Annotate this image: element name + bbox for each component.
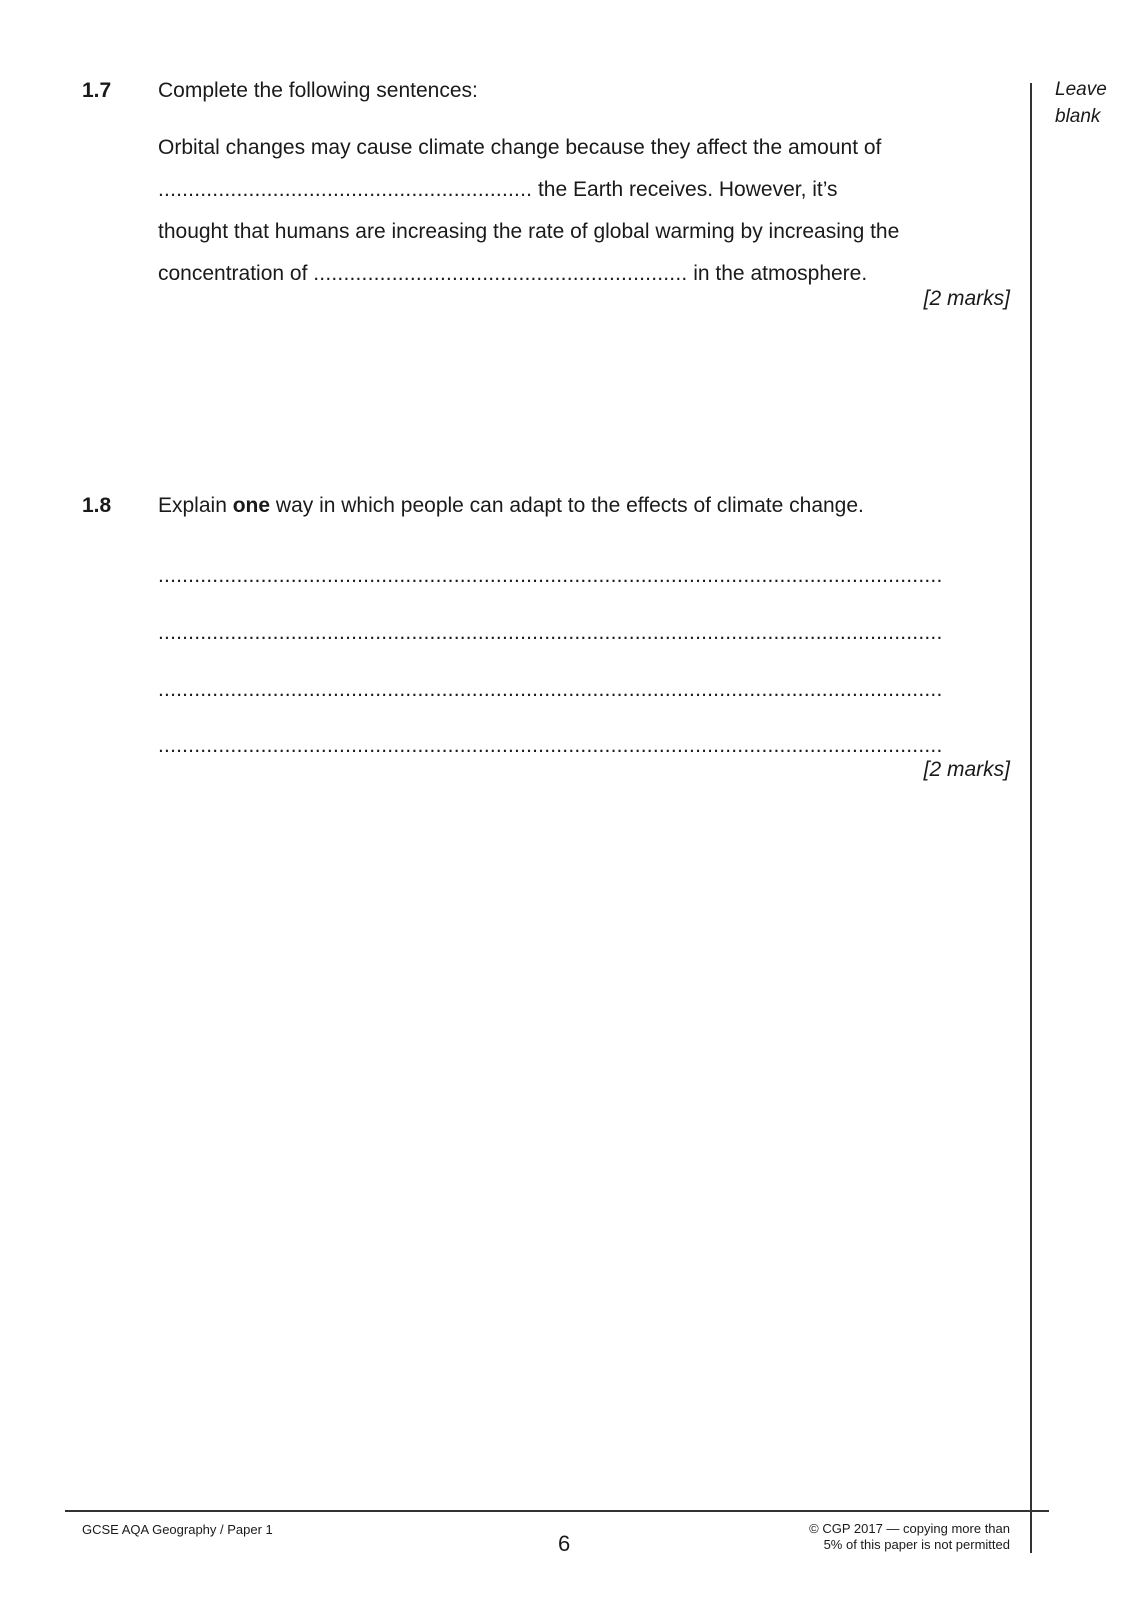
footer-copyright-line-1: © CGP 2017 — copying more than <box>809 1521 1010 1536</box>
question-1-8-prompt <box>158 494 864 518</box>
question-1-7-line-1: Orbital changes may cause climate change because they affect the amount of <box>158 136 882 159</box>
question-1-8-prompt-before: Explain <box>158 494 233 517</box>
answer-line-4[interactable]: .................................................................................................................................. <box>158 734 943 757</box>
page-number: 6 <box>558 1531 571 1556</box>
question-1-7-line-2 <box>158 178 838 202</box>
leave-blank-label <box>1055 76 1107 130</box>
margin-rule <box>1030 83 1032 1553</box>
answer-line-1[interactable]: .................................................................................................................................. <box>158 564 943 587</box>
answer-blank-2[interactable]: .............................................................. <box>313 262 688 285</box>
question-1-8-marks: [2 marks] <box>923 758 1010 781</box>
question-number-1-8: 1.8 <box>82 494 112 517</box>
question-1-7-line-3: thought that humans are increasing the rate of global warming by increasing the <box>158 220 900 243</box>
question-1-8-prompt-bold: one <box>232 494 271 517</box>
answer-line-2[interactable]: .................................................................................................................................. <box>158 621 943 644</box>
footer-paper-title: GCSE AQA Geography / Paper 1 <box>82 1522 273 1537</box>
footer-rule <box>65 1510 1049 1512</box>
question-1-7-prompt: Complete the following sentences: <box>158 79 478 102</box>
footer-copyright <box>710 1521 1010 1553</box>
answer-line-3[interactable]: .................................................................................................................................. <box>158 678 943 701</box>
leave-blank-line-2: blank <box>1055 106 1101 127</box>
question-1-8-prompt-after: way in which people can adapt to the effects of climate change. <box>270 494 864 517</box>
footer-copyright-line-2: 5% of this paper is not permitted <box>823 1537 1010 1552</box>
answer-blank-1[interactable]: .............................................................. <box>158 178 533 201</box>
question-1-7-line-2-rest: the Earth receives. However, it’s <box>532 178 838 201</box>
leave-blank-line-1: Leave <box>1055 79 1107 100</box>
question-1-7-line-4-end: in the atmosphere. <box>687 262 868 285</box>
question-1-7-line-4 <box>158 262 867 286</box>
question-number-1-7: 1.7 <box>82 79 112 102</box>
question-1-7-marks: [2 marks] <box>923 287 1010 310</box>
question-1-7-line-4-start: concentration of <box>158 262 314 285</box>
